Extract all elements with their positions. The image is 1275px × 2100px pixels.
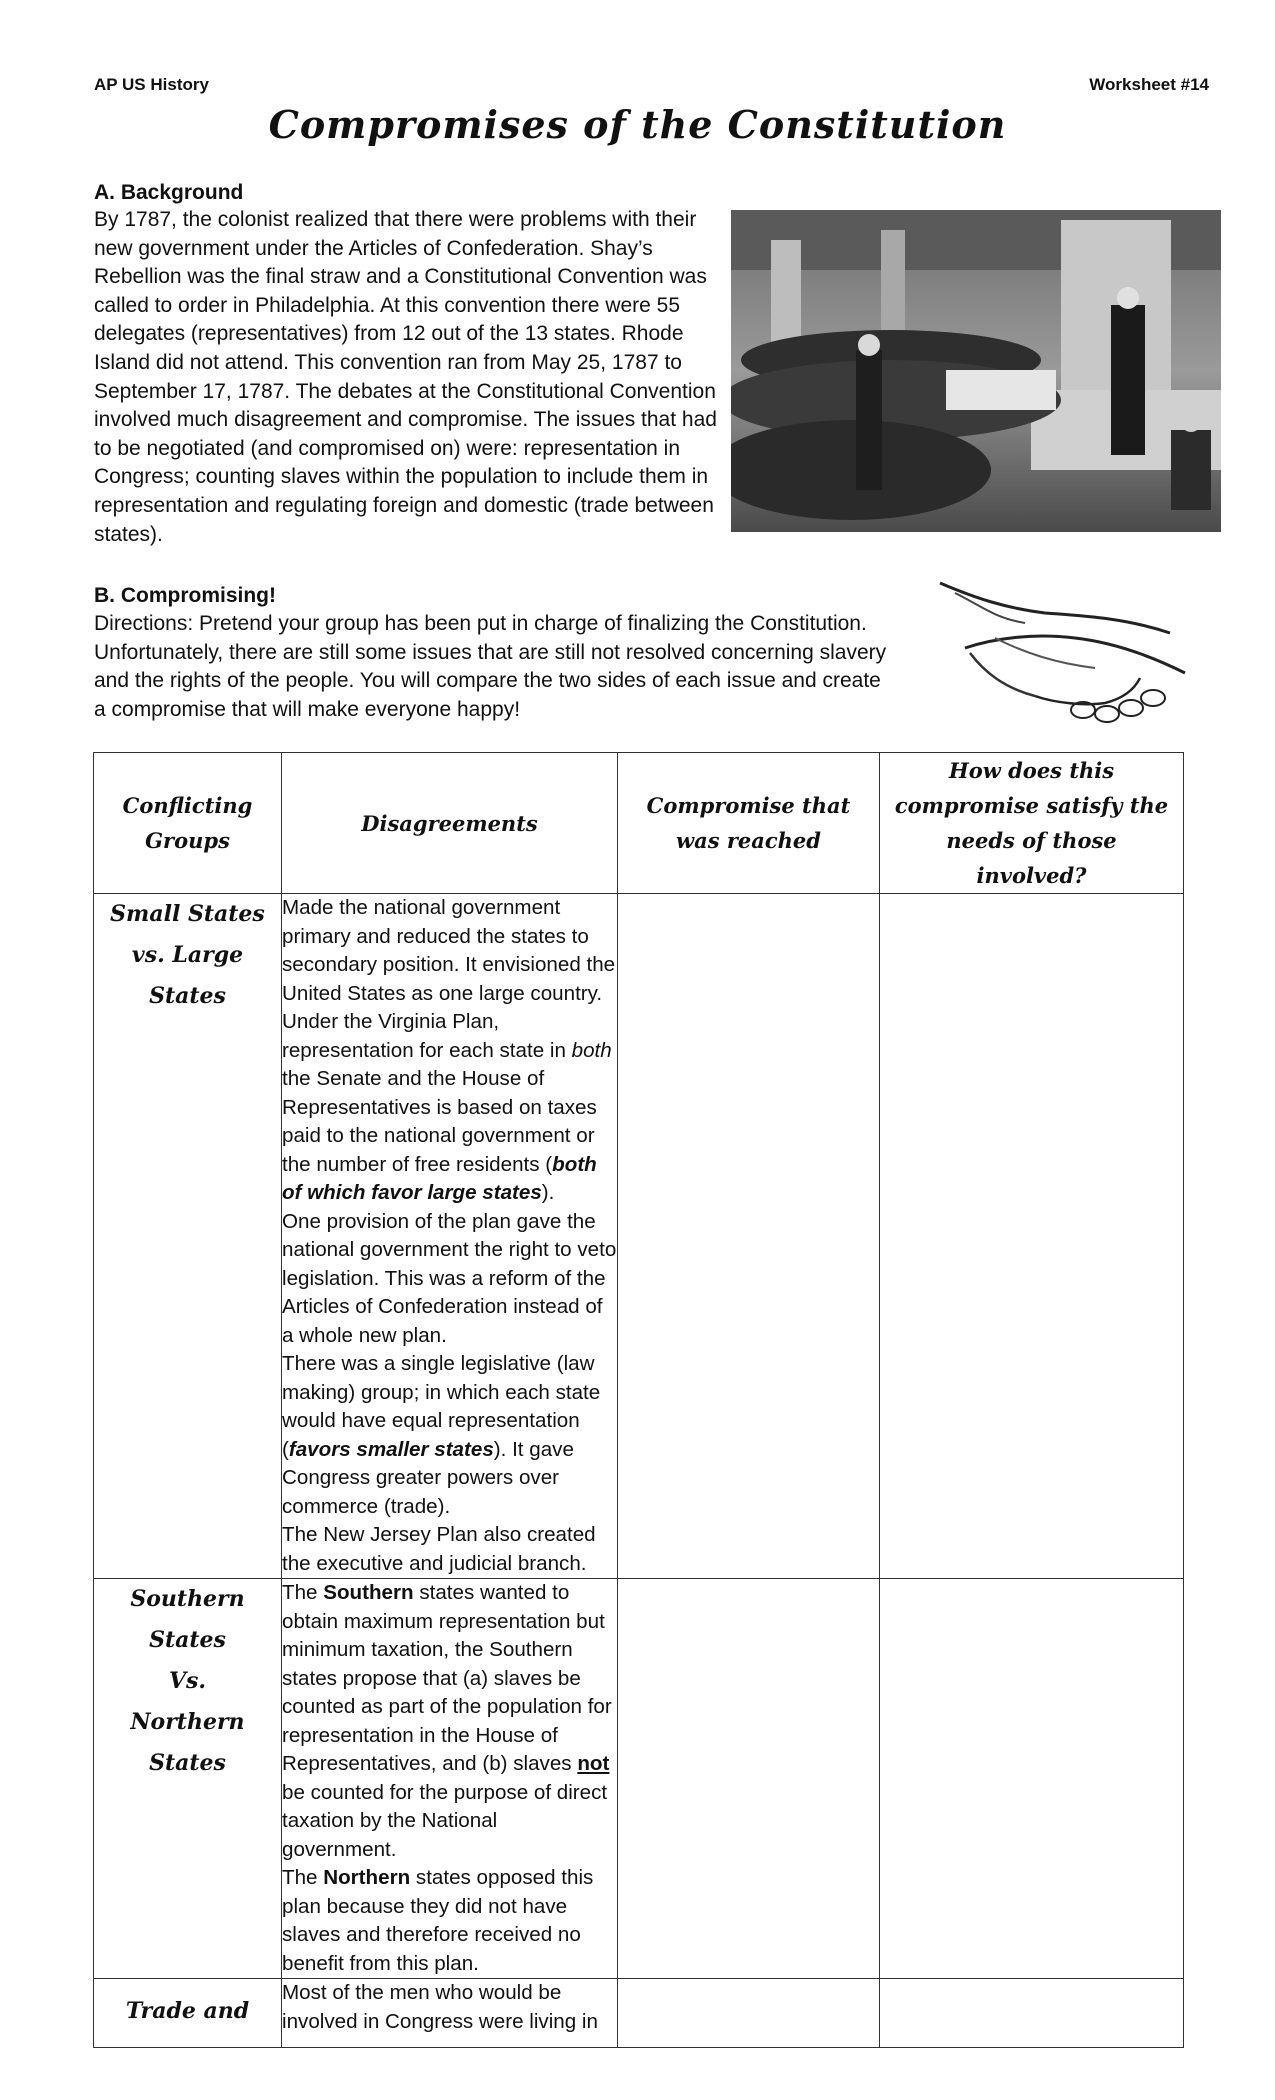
south-text: states wanted to obtain maximum representation but minimum taxation, the Southern states propose that (a) slaves be counted as part of the population for representation in the House of Representatives, and (b) slaves [282,1581,612,1775]
satisfy-answer-cell[interactable] [880,1579,1184,1979]
table-row [94,1579,1184,1979]
emphasis-large-states: both of which favor large states [282,1152,597,1204]
group-line: vs. Large States [131,942,244,1009]
background-text: By 1787, the colonist realized that there were problems with their new government under the Articles of Confederation. Shay’s Rebellion was the final straw and a Constitutional Convention was called to order in Philadelphia. At this convention there were 55 delegates (representatives) from 12 out of the 13 states. Rhode Island did not attend. This convention ran from May 25, 1787 to September 17, 1787. The debates at the Constitutional Convention involved much disagreement and compromise. The issues that had to be negotiated (and compromised on) were: representation in Congress; counting slaves within the population to include them in representation and regulating foreign and domestic (trade between states). [94,208,717,546]
emphasis-not: not [577,1752,610,1775]
compromise-answer-cell[interactable] [618,1979,880,2048]
group-line: Small States [110,901,265,927]
nj-text: There was a single legislative (law making) group; in which each state would have equal representation ( [282,1352,601,1461]
group-line: Vs. [168,1668,207,1694]
table-row [94,1979,1184,2048]
table-row [94,894,1184,1579]
new-jersey-plan-text [282,1350,617,1521]
virginia-plan-text: the Senate and the House of Representatives is based on taxes paid to the national government or the number of free residents ( [282,1067,597,1176]
worksheet-number: Worksheet #14 [1089,75,1209,94]
south-text: be counted for the purpose of direct taxation by the National government. [282,1780,608,1861]
group-line: Northern States [130,1709,245,1776]
disagreement-text: Most of the men who would be involved in Congress were living in [282,1979,618,2048]
virginia-plan-text: One provision of the plan gave the national government the right to veto legislation. This was a reform of the Articles of Confederation instead of a whole new plan. [282,1209,617,1347]
virginia-plan-text: Made the national government primary and reduced the states to secondary position. It envisioned the United States as one large country. Under the Virginia Plan, representation for each state in [282,896,616,1062]
compromising-heading: B. Compromising! [94,584,276,607]
north-text: states opposed this plan because they did not have slaves and therefore received no benefit from this plan. [282,1866,594,1975]
new-jersey-plan-text: The New Jersey Plan also created the executive and judicial branch. [282,1523,596,1575]
course-label: AP US History [94,75,209,94]
convention-painting [731,210,1221,532]
header-how-satisfy: How does this compromise satisfy the needs of those involved? [880,753,1184,894]
virginia-plan-text: ). [541,1181,555,1204]
compromise-answer-cell[interactable] [618,894,880,1579]
compromise-table [93,752,1184,2048]
south-bold: Southern [323,1581,414,1604]
disagreement-text [282,894,618,1579]
table-header-row [94,753,1184,894]
handshake-icon [935,578,1190,733]
disagreement-text [282,1579,618,1979]
header-compromise-reached: Compromise that was reached [618,753,880,894]
page-title: Compromises of the Constitution [268,102,1007,147]
background-heading: A. Background [94,181,244,204]
emphasis-smaller-states: favors smaller states [288,1437,494,1461]
emphasis-both: both [571,1038,612,1062]
north-paragraph [282,1864,617,1978]
header-conflicting-groups: Conflicting Groups [94,753,282,894]
group-line: Trade and [125,1998,250,2024]
group-trade [94,1979,282,2048]
group-line: Southern States [130,1586,245,1653]
group-south-vs-north [94,1579,282,1979]
south-text: The [282,1581,324,1604]
satisfy-answer-cell[interactable] [880,1979,1184,2048]
compromising-text: Directions: Pretend your group has been put in charge of finalizing the Constitution. Unfortunately, there are still some issues that are still not resolved concerning slavery and the rights of the people. You will compare the two sides of each issue and create a compromise that will make everyone happy! [94,612,887,721]
nj-text: ). It gave Congress greater powers over commerce (trade). [282,1437,574,1518]
group-small-vs-large [94,894,282,1579]
compromise-answer-cell[interactable] [618,1579,880,1979]
north-bold: Northern [323,1866,411,1889]
north-text: The [282,1866,324,1889]
satisfy-answer-cell[interactable] [880,894,1184,1579]
header-disagreements: Disagreements [282,753,618,894]
